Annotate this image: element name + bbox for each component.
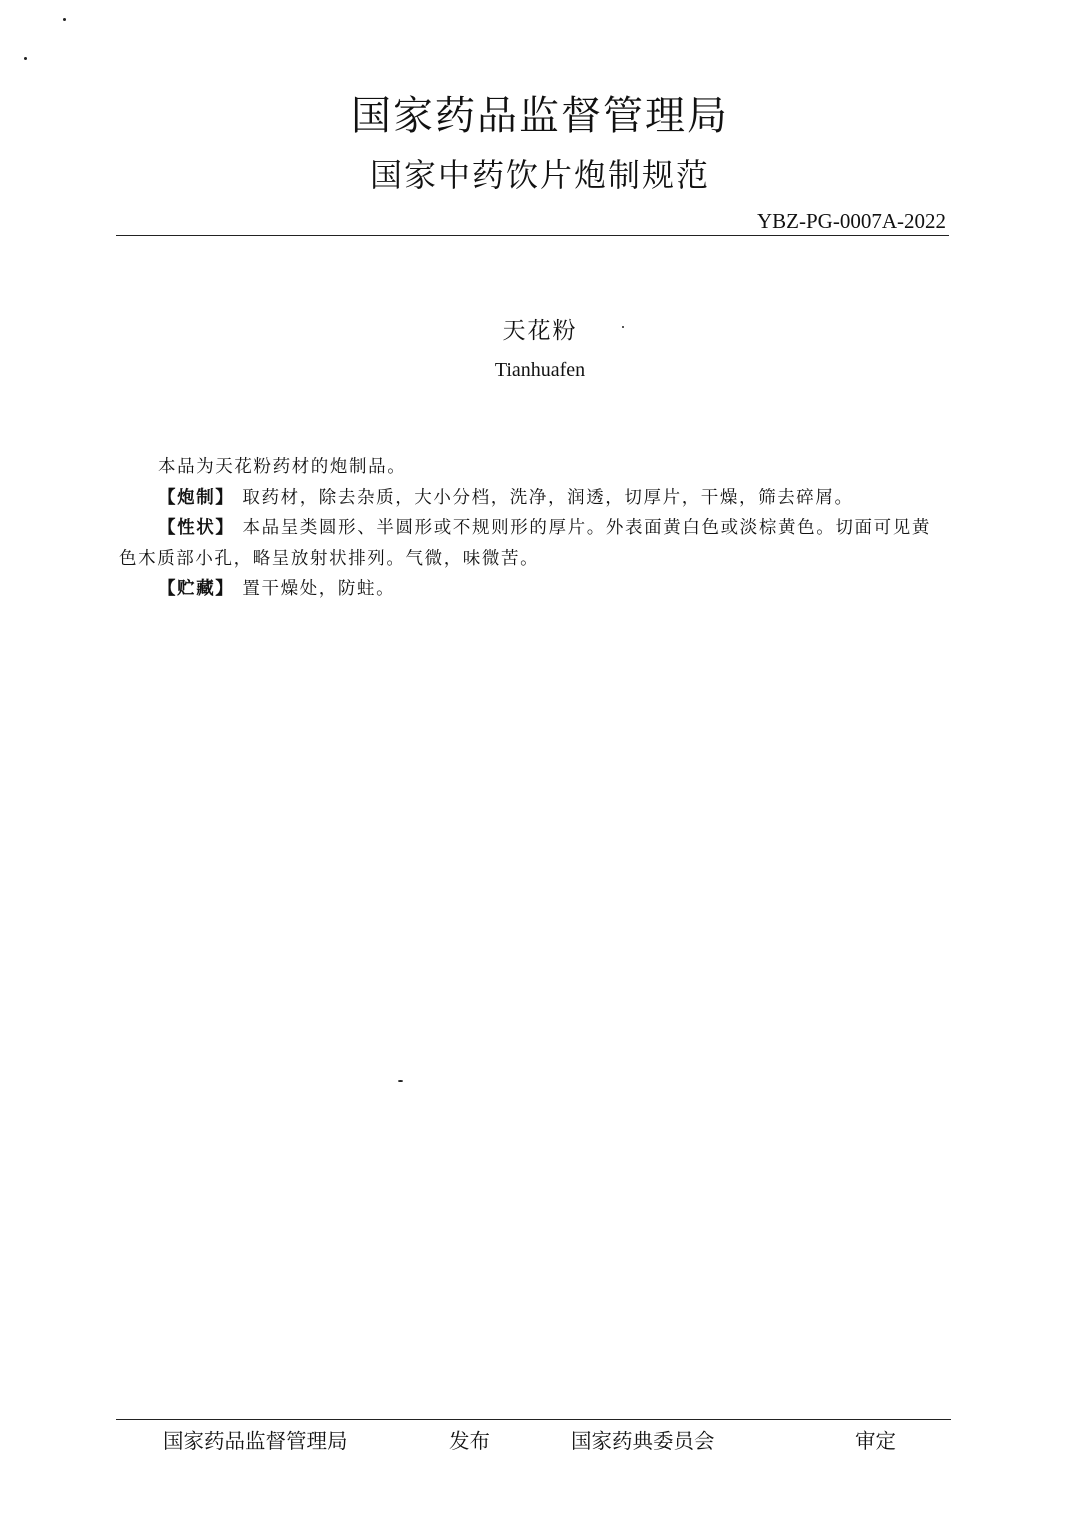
standard-name-heading: 国家中药饮片炮制规范: [369, 156, 710, 194]
footer-divider: [116, 1419, 951, 1420]
monograph-body: [119, 452, 931, 605]
scan-speck: [398, 1080, 403, 1082]
footer-reviewer: 国家药典委员会: [571, 1429, 715, 1453]
scan-speck: [24, 57, 27, 60]
herb-title-chinese: 天花粉: [502, 318, 578, 344]
properties-paragraph: [119, 513, 931, 574]
document-code: YBZ-PG-0007A-2022: [757, 209, 946, 233]
footer-publisher: 国家药品监督管理局: [163, 1429, 348, 1453]
properties-text: 本品呈类圆形、半圆形或不规则形的厚片。外表面黄白色或淡棕黄色。切面可见黄色木质部小孔，略呈放射状排列。气微，味微苦。: [119, 518, 931, 569]
footer-review-action: 审定: [855, 1429, 896, 1453]
storage-label: 【贮藏】: [158, 579, 235, 599]
processing-paragraph: [119, 483, 931, 514]
processing-text: 取药材，除去杂质，大小分档，洗净，润透，切厚片，干燥，筛去碎屑。: [242, 487, 854, 508]
intro-paragraph: 本品为天花粉药材的炮制品。: [158, 457, 407, 477]
issuing-authority-heading: 国家药品监督管理局: [351, 93, 729, 139]
storage-text: 置干燥处，防蛀。: [242, 579, 396, 599]
processing-label: 【炮制】: [158, 487, 235, 508]
herb-title-pinyin: Tianhuafen: [494, 359, 586, 381]
storage-paragraph: [119, 574, 931, 605]
properties-label: 【性状】: [158, 518, 235, 538]
scan-speck: [63, 18, 66, 21]
header-divider: [116, 235, 949, 236]
footer-publish-action: 发布: [449, 1429, 490, 1453]
